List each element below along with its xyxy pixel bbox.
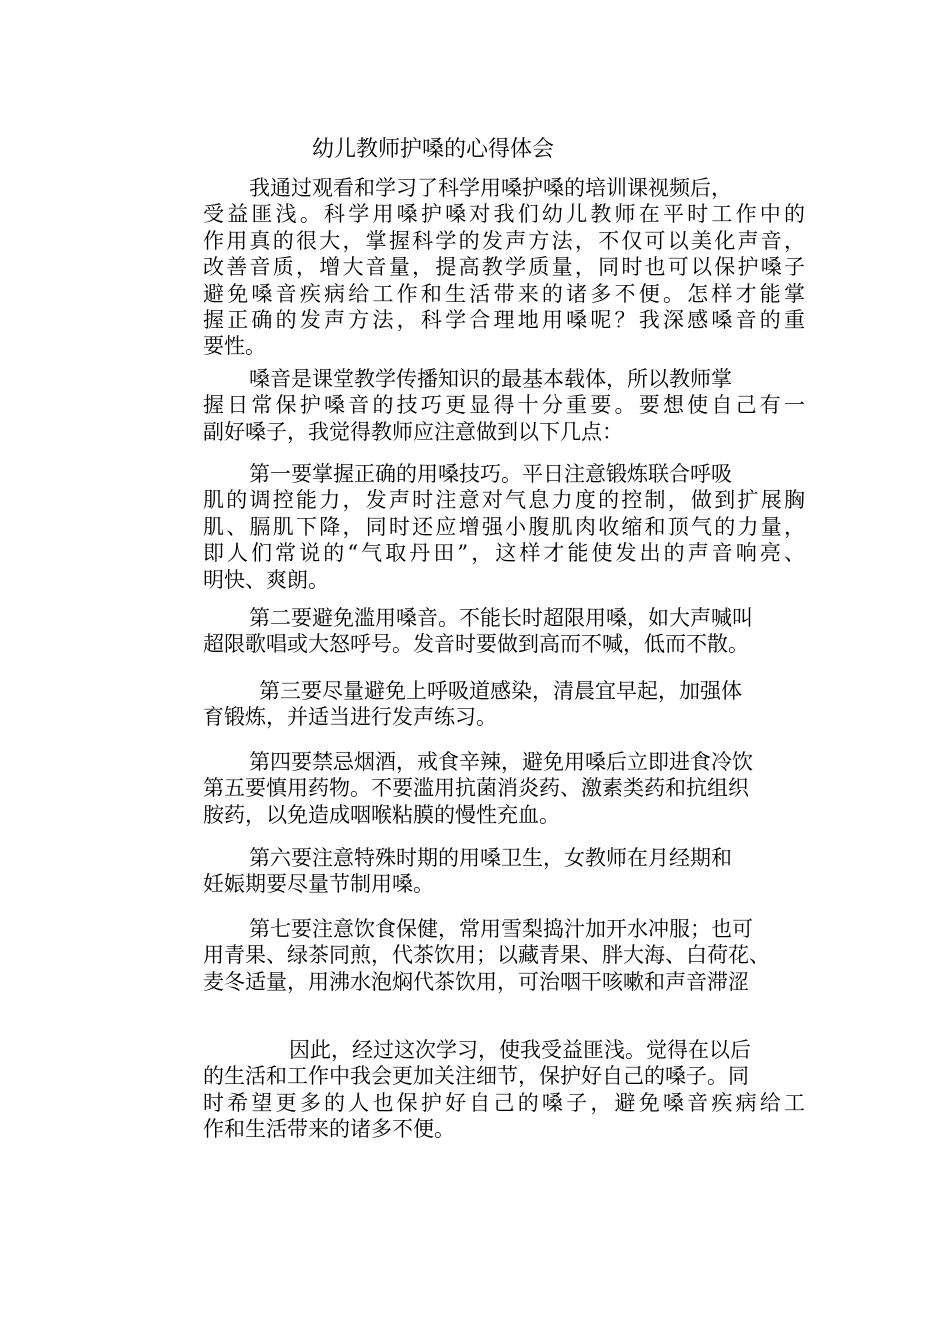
- text-line: 第七要注意饮食保健，常用雪梨捣汁加开水冲服；也可: [249, 917, 753, 941]
- paragraph-importance: [203, 366, 805, 445]
- paragraph-point-6: [203, 845, 805, 898]
- text-line: 要性。: [203, 334, 266, 359]
- paragraph-point-4-5: [203, 749, 805, 828]
- text-line: 明快、爽朗。: [203, 567, 329, 592]
- paragraph-intro: [203, 175, 805, 360]
- text-line: 我通过观看和学习了科学用嗓护嗓的培训课视频后，: [249, 176, 732, 200]
- text-line: 育锻炼，并适当进行发声练习。: [203, 705, 497, 730]
- text-line: 握正确的发声方法，科学合理地用嗓呢？我深感嗓音的重: [203, 307, 805, 332]
- document-title: 幼儿教师护嗓的心得体会: [312, 137, 555, 162]
- paragraph-point-2: [203, 605, 805, 658]
- text-line: 超限歌唱或大怒呼号。发音时要做到高而不喊，低而不散。: [203, 632, 749, 657]
- text-line: 第四要禁忌烟酒，戒食辛辣，避免用嗓后立即进食冷饮: [249, 750, 753, 774]
- paragraph-point-3: [203, 678, 805, 731]
- text-line: 副好嗓子，我觉得教师应注意做到以下几点：: [203, 419, 623, 444]
- text-line: 第三要尽量避免上呼吸道感染，清晨宜早起，加强体: [259, 679, 742, 703]
- text-line: 握日常保护嗓音的技巧更显得十分重要。要想使自己有一: [203, 393, 805, 418]
- text-line: 第五要慎用药物。不要滥用抗菌消炎药、激素类药和抗组织: [203, 776, 749, 801]
- text-line: 避免嗓音疾病给工作和生活带来的诸多不便。怎样才能掌: [203, 281, 805, 306]
- paragraph-conclusion: [203, 1037, 805, 1143]
- text-line: 作用真的很大，掌握科学的发声方法，不仅可以美化声音，: [203, 228, 805, 253]
- text-line: 时希望更多的人也保护好自己的嗓子，避免嗓音疾病给工: [203, 1090, 805, 1115]
- text-line: 肌的调控能力，发声时注意对气息力度的控制，做到扩展胸: [203, 488, 805, 513]
- text-line: 即人们常说的“气取丹田”，这样才能使发出的声音响亮、: [203, 541, 805, 566]
- text-line: 因此，经过这次学习，使我受益匪浅。觉得在以后: [289, 1038, 751, 1062]
- text-line: 嗓音是课堂教学传播知识的最基本载体，所以教师掌: [249, 367, 732, 391]
- text-line: 第六要注意特殊时期的用嗓卫生，女教师在月经期和: [249, 846, 732, 870]
- text-line: 改善音质，增大音量，提高教学质量，同时也可以保护嗓子: [203, 255, 805, 280]
- text-line: 的生活和工作中我会更加关注细节，保护好自己的嗓子。同: [203, 1064, 749, 1089]
- text-line: 受益匪浅。科学用嗓护嗓对我们幼儿教师在平时工作中的: [203, 202, 805, 227]
- text-line: 麦冬适量，用沸水泡焖代茶饮用，可治咽干咳嗽和声音滞涩: [203, 969, 749, 994]
- text-line: 第二要避免滥用嗓音。不能长时超限用嗓，如大声喊叫: [249, 606, 753, 630]
- text-line: 第一要掌握正确的用嗓技巧。平日注意锻炼联合呼吸: [249, 462, 732, 486]
- text-line: 胺药，以免造成咽喉粘膜的慢性充血。: [203, 802, 560, 827]
- text-line: 用青果、绿茶同煎，代茶饮用；以藏青果、胖大海、白荷花、: [203, 943, 770, 968]
- text-line: 肌、膈肌下降，同时还应增强小腹肌肉收缩和顶气的力量，: [203, 514, 805, 539]
- paragraph-point-7: [203, 916, 805, 995]
- text-line: 作和生活带来的诸多不便。: [203, 1117, 455, 1142]
- text-line: 妊娠期要尽量节制用嗓。: [203, 872, 434, 897]
- paragraph-point-1: [203, 461, 805, 593]
